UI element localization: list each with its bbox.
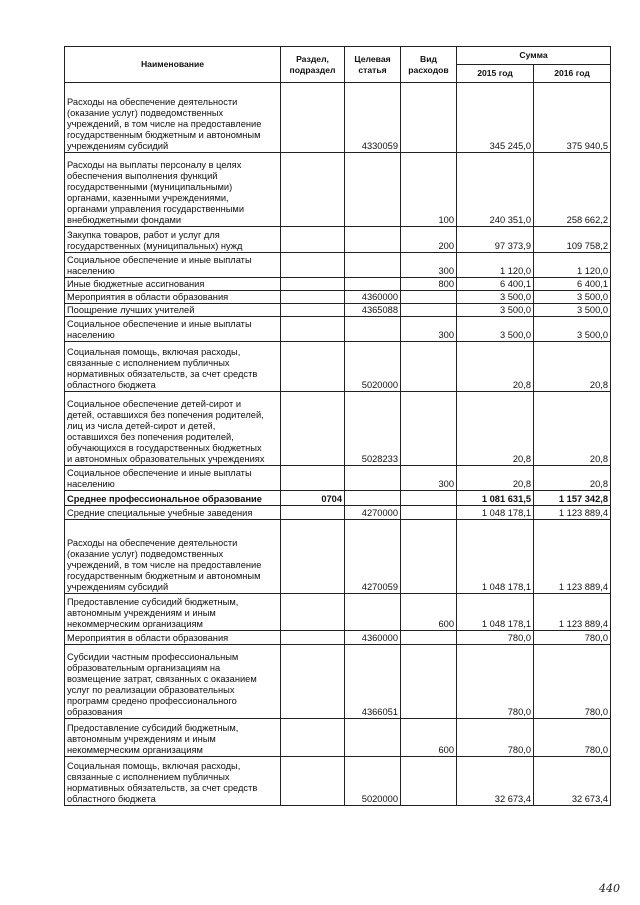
row-type-cell: 300 (401, 253, 457, 278)
table-row (65, 342, 611, 392)
row-name-cell: Расходы на выплаты персоналу в целях обеспечения выполнения функций государственными (муниципальными) органами, казенными учреждениями, органами управления государственными внебюджетными фондами (65, 153, 281, 227)
row-amount-2015-cell: 345 245,0 (457, 83, 534, 153)
row-name-cell: Социальное обеспечение и иные выплаты населению (65, 253, 281, 278)
row-amount-2015-cell: 32 673,4 (457, 757, 534, 806)
row-amount-2016-cell: 109 758,2 (534, 227, 611, 253)
row-amount-2015-cell: 240 351,0 (457, 153, 534, 227)
table-row (65, 278, 611, 291)
table-row (65, 506, 611, 520)
table-row (65, 466, 611, 491)
row-section-cell (281, 304, 345, 317)
row-type-cell: 600 (401, 719, 457, 757)
row-type-cell (401, 342, 457, 392)
row-amount-2016-cell: 20,8 (534, 342, 611, 392)
row-target-cell: 4270059 (345, 520, 401, 594)
row-amount-2016-cell: 20,8 (534, 392, 611, 466)
row-name-cell: Социальное обеспечение детей-сирот и детей, оставшихся без попечения родителей, лиц из числа детей-сирот и детей, оставшихся без попечения родителей, обучающихся в государственных бюджетных и автономных образовательных учреждениях (65, 392, 281, 466)
row-section-cell (281, 278, 345, 291)
row-name-cell: Социальная помощь, включая расходы, связанные с исполнением публичных нормативных обязательств, за счет средств областного бюджета (65, 342, 281, 392)
row-section-cell (281, 253, 345, 278)
header-target: Целевая статья (345, 47, 401, 83)
row-section-cell (281, 594, 345, 631)
row-name-cell: Социальная помощь, включая расходы, связанные с исполнением публичных нормативных обязательств, за счет средств областного бюджета (65, 757, 281, 806)
row-type-cell (401, 392, 457, 466)
table-row (65, 83, 611, 153)
table-row (65, 317, 611, 342)
table-row (65, 227, 611, 253)
row-amount-2015-cell: 1 081 631,5 (457, 491, 534, 506)
row-target-cell (345, 466, 401, 491)
row-amount-2016-cell: 1 123 889,4 (534, 594, 611, 631)
row-section-cell (281, 392, 345, 466)
row-section-cell (281, 153, 345, 227)
table-row (65, 719, 611, 757)
table-row (65, 520, 611, 594)
row-amount-2015-cell: 3 500,0 (457, 291, 534, 304)
row-type-cell (401, 83, 457, 153)
row-target-cell (345, 227, 401, 253)
row-type-cell (401, 304, 457, 317)
header-type: Вид расходов (401, 47, 457, 83)
page-number-mark: 440 (599, 882, 620, 895)
table-row (65, 594, 611, 631)
row-section-cell (281, 719, 345, 757)
row-target-cell: 4360000 (345, 631, 401, 645)
row-section-cell (281, 645, 345, 719)
row-type-cell (401, 520, 457, 594)
row-amount-2016-cell: 3 500,0 (534, 317, 611, 342)
row-name-cell: Мероприятия в области образования (65, 631, 281, 645)
row-amount-2016-cell: 6 400,1 (534, 278, 611, 291)
row-amount-2015-cell: 97 373,9 (457, 227, 534, 253)
row-amount-2016-cell: 780,0 (534, 645, 611, 719)
row-type-cell: 800 (401, 278, 457, 291)
budget-table (64, 46, 611, 806)
row-amount-2015-cell: 20,8 (457, 342, 534, 392)
row-amount-2016-cell: 3 500,0 (534, 304, 611, 317)
row-name-cell: Социальное обеспечение и иные выплаты населению (65, 317, 281, 342)
row-target-cell (345, 278, 401, 291)
row-target-cell: 5028233 (345, 392, 401, 466)
row-target-cell (345, 317, 401, 342)
row-type-cell: 100 (401, 153, 457, 227)
row-amount-2015-cell: 1 048 178,1 (457, 594, 534, 631)
row-type-cell (401, 645, 457, 719)
row-name-cell: Поощрение лучших учителей (65, 304, 281, 317)
row-name-cell: Расходы на обеспечение деятельности (оказание услуг) подведомственных учреждений, в том числе на предоставление государственным бюджетным и автономным учреждениям субсидий (65, 520, 281, 594)
row-name-cell: Предоставление субсидий бюджетным, автономным учреждениям и иным некоммерческим организациям (65, 719, 281, 757)
table-body (65, 83, 611, 806)
row-amount-2016-cell: 32 673,4 (534, 757, 611, 806)
row-target-cell: 4366051 (345, 645, 401, 719)
row-amount-2016-cell: 1 123 889,4 (534, 506, 611, 520)
row-type-cell (401, 291, 457, 304)
row-amount-2015-cell: 6 400,1 (457, 278, 534, 291)
row-section-cell: 0704 (281, 491, 345, 506)
row-section-cell (281, 520, 345, 594)
row-target-cell: 4270000 (345, 506, 401, 520)
row-name-cell: Закупка товаров, работ и услуг для государственных (муниципальных) нужд (65, 227, 281, 253)
row-target-cell: 4360000 (345, 291, 401, 304)
row-amount-2015-cell: 1 048 178,1 (457, 506, 534, 520)
table-row (65, 645, 611, 719)
row-target-cell (345, 253, 401, 278)
row-target-cell: 4330059 (345, 83, 401, 153)
row-type-cell: 300 (401, 317, 457, 342)
table-row (65, 491, 611, 506)
row-amount-2015-cell: 780,0 (457, 645, 534, 719)
table-row (65, 253, 611, 278)
row-amount-2015-cell: 20,8 (457, 466, 534, 491)
row-target-cell: 4365088 (345, 304, 401, 317)
table-row (65, 304, 611, 317)
row-amount-2015-cell: 1 048 178,1 (457, 520, 534, 594)
row-type-cell (401, 491, 457, 506)
row-type-cell (401, 631, 457, 645)
row-target-cell (345, 719, 401, 757)
row-name-cell: Среднее профессиональное образование (65, 491, 281, 506)
row-name-cell: Субсидии частным профессиональным образовательным организациям на возмещение затрат, связанных с оказанием услуг по реализации образовательных программ средено профессионального образования (65, 645, 281, 719)
row-section-cell (281, 317, 345, 342)
row-amount-2016-cell: 258 662,2 (534, 153, 611, 227)
row-section-cell (281, 506, 345, 520)
row-amount-2016-cell: 375 940,5 (534, 83, 611, 153)
row-section-cell (281, 466, 345, 491)
row-name-cell: Предоставление субсидий бюджетным, автономным учреждениям и иным некоммерческим организациям (65, 594, 281, 631)
header-name: Наименование (65, 47, 281, 83)
row-section-cell (281, 83, 345, 153)
row-amount-2015-cell: 1 120,0 (457, 253, 534, 278)
row-target-cell (345, 153, 401, 227)
table-row (65, 757, 611, 806)
row-amount-2016-cell: 780,0 (534, 719, 611, 757)
table-row (65, 631, 611, 645)
row-name-cell: Социальное обеспечение и иные выплаты населению (65, 466, 281, 491)
row-name-cell: Мероприятия в области образования (65, 291, 281, 304)
row-target-cell: 5020000 (345, 342, 401, 392)
header-year-2016: 2016 год (534, 65, 611, 83)
row-section-cell (281, 757, 345, 806)
row-section-cell (281, 631, 345, 645)
row-type-cell (401, 757, 457, 806)
row-amount-2015-cell: 780,0 (457, 631, 534, 645)
row-target-cell (345, 594, 401, 631)
row-type-cell: 600 (401, 594, 457, 631)
header-section: Раздел, подраздел (281, 47, 345, 83)
table-row (65, 291, 611, 304)
row-type-cell (401, 506, 457, 520)
row-type-cell: 200 (401, 227, 457, 253)
row-target-cell: 5020000 (345, 757, 401, 806)
row-amount-2015-cell: 3 500,0 (457, 304, 534, 317)
row-amount-2016-cell: 1 157 342,8 (534, 491, 611, 506)
row-amount-2015-cell: 780,0 (457, 719, 534, 757)
header-year-2015: 2015 год (457, 65, 534, 83)
row-amount-2016-cell: 3 500,0 (534, 291, 611, 304)
table-row (65, 153, 611, 227)
row-name-cell: Иные бюджетные ассигнования (65, 278, 281, 291)
row-amount-2015-cell: 3 500,0 (457, 317, 534, 342)
row-amount-2016-cell: 1 120,0 (534, 253, 611, 278)
row-section-cell (281, 227, 345, 253)
row-amount-2016-cell: 1 123 889,4 (534, 520, 611, 594)
row-amount-2016-cell: 780,0 (534, 631, 611, 645)
row-amount-2015-cell: 20,8 (457, 392, 534, 466)
row-name-cell: Средние специальные учебные заведения (65, 506, 281, 520)
row-section-cell (281, 342, 345, 392)
header-sum: Сумма (457, 47, 611, 65)
row-target-cell (345, 491, 401, 506)
table-row (65, 392, 611, 466)
row-section-cell (281, 291, 345, 304)
row-name-cell: Расходы на обеспечение деятельности (оказание услуг) подведомственных учреждений, в том числе на предоставление государственным бюджетным и автономным учреждениям субсидий (65, 83, 281, 153)
row-amount-2016-cell: 20,8 (534, 466, 611, 491)
table-header (65, 47, 611, 83)
row-type-cell: 300 (401, 466, 457, 491)
